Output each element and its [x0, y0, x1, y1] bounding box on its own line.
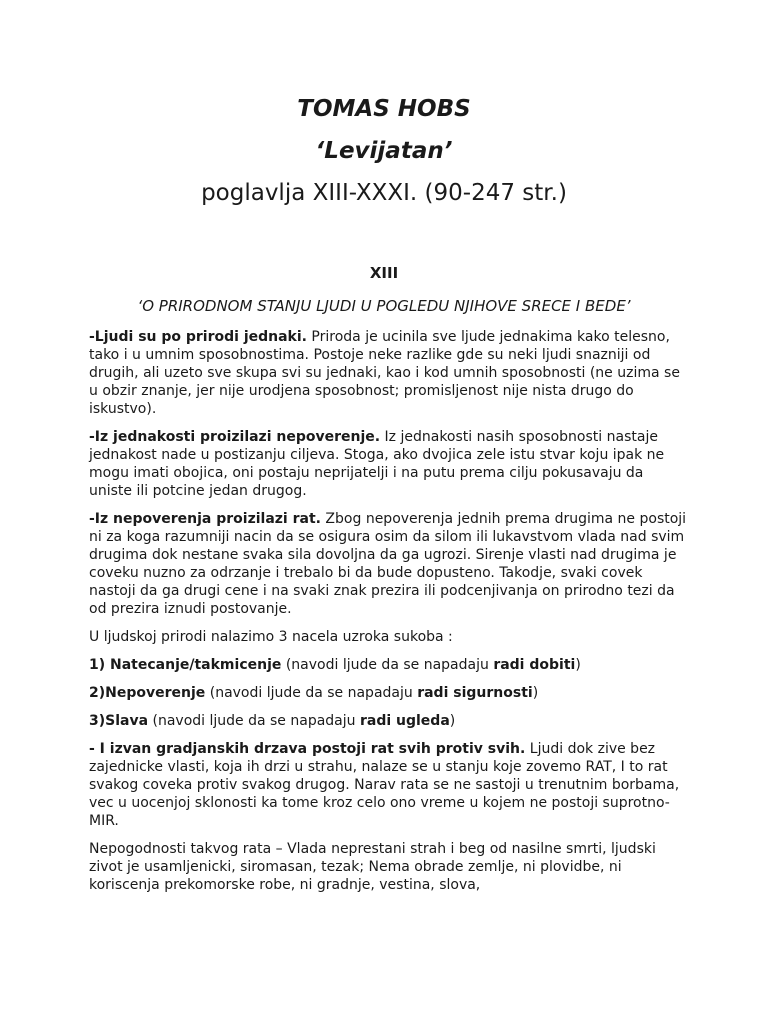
cause-text: (navodi ljude da se napadaju: [281, 657, 494, 673]
cause-item: [89, 684, 689, 702]
author-heading: TOMAS HOBS: [297, 96, 471, 122]
cause-lead: 3)Slava: [89, 713, 149, 729]
paragraph-text: Zbog nepoverenja jednih prema drugima ne postoji ni za koga razumniji nacin da se osigura osim da silom ili lukavstvom vlada nad svim drugima dok nestane svaka sila dovoljna da ga ugrozi. Sirenje vlasti nad drugima je coveku nuzno za odrzanje i trebalo bi da bude dopusteno. Takodje, svaki covek nastoji da ga drugi cene i na svaki znak prezira ili podcenjivanja on prirodno tezi da od prezira iznudi postovanje.: [89, 511, 687, 617]
cause-text: (navodi ljude da se napadaju: [148, 713, 360, 729]
paragraph-text: Ljudi dok zive bez zajednicke vlasti, koja ih drzi u strahu, nalaze se u stanju koje zovemo RAT, I to rat svakog coveka protiv svakog drugog. Narav rata se ne sastoji u trenutnim borbama, vec u uocenjoj sklonosti ka tome kroz celo ono vreme u kojem ne postoji suprotno- MIR.: [89, 741, 680, 829]
paragraph: [89, 628, 689, 646]
cause-lead: 2)Nepoverenje: [89, 685, 206, 701]
paragraph: [89, 510, 689, 618]
paragraph-lead: - I izvan gradjanskih drzava postoji rat svih protiv svih.: [89, 741, 526, 757]
paragraph-lead: -Iz nepoverenja proizilazi rat.: [89, 511, 321, 527]
paragraph-text: Nepogodnosti takvog rata – Vlada neprestani strah i beg od nasilne smrti, ljudski zivot je usamljenicki, siromasan, tezak; Nema obrade zemlje, ni plovidbe, ni koriscenja prekomorske robe, ni gradnje, vestina, slova,: [89, 841, 656, 893]
paragraph-text: Priroda je ucinila sve ljude jednakima kako telesno, tako i u umnim sposobnostima. Postoje neke razlike gde su neki ljudi snazniji od drugih, ali uzeto sve skupa svi su jednaki, kao i kod umnih sposobnosti (ne uzima se u obzir znanje, jer nije urodjena sposobnost; promisljenost nije nista drugo do iskustvo).: [89, 329, 680, 417]
paragraph: [89, 840, 689, 894]
cause-end: ): [532, 685, 539, 701]
cause-item: [89, 712, 689, 730]
paragraph: [89, 428, 689, 500]
cause-key: radi ugleda: [359, 713, 450, 729]
paragraph: [89, 328, 689, 418]
paragraph-text: Iz jednakosti nasih sposobnosti nastaje jednakost nade u postizanju ciljeva. Stoga, ako dvojica zele istu stvar koju ipak ne mogu imati obojica, oni postaju neprijatelji i na putu prema cilju pokusavaju da uniste ili potcine jedan drugog.: [89, 429, 665, 499]
work-title: ‘Levijatan’: [315, 138, 453, 164]
cause-key: radi dobiti: [493, 657, 576, 673]
paragraph-lead: -Ljudi su po prirodi jednaki.: [89, 329, 307, 345]
cause-key: radi sigurnosti: [417, 685, 533, 701]
cause-item: [89, 656, 689, 674]
cause-end: ): [575, 657, 581, 673]
chapter-title: ‘O PRIRODNOM STANJU LJUDI U POGLEDU NJIHOVE SRECE I BEDE’: [137, 297, 631, 315]
cause-text: (navodi ljude da se napadaju: [205, 685, 418, 701]
chapter-range: poglavlja XIII-XXXI. (90-247 str.): [201, 180, 567, 206]
cause-lead: 1) Natecanje/takmicenje: [89, 657, 282, 673]
paragraph: [89, 740, 689, 830]
chapter-number: XIII: [369, 264, 399, 282]
cause-end: ): [449, 713, 456, 729]
document-body: [89, 328, 689, 904]
paragraph-text: U ljudskoj prirodi nalazimo 3 nacela uzroka sukoba :: [89, 629, 453, 645]
paragraph-lead: -Iz jednakosti proizilazi nepoverenje.: [89, 429, 381, 445]
